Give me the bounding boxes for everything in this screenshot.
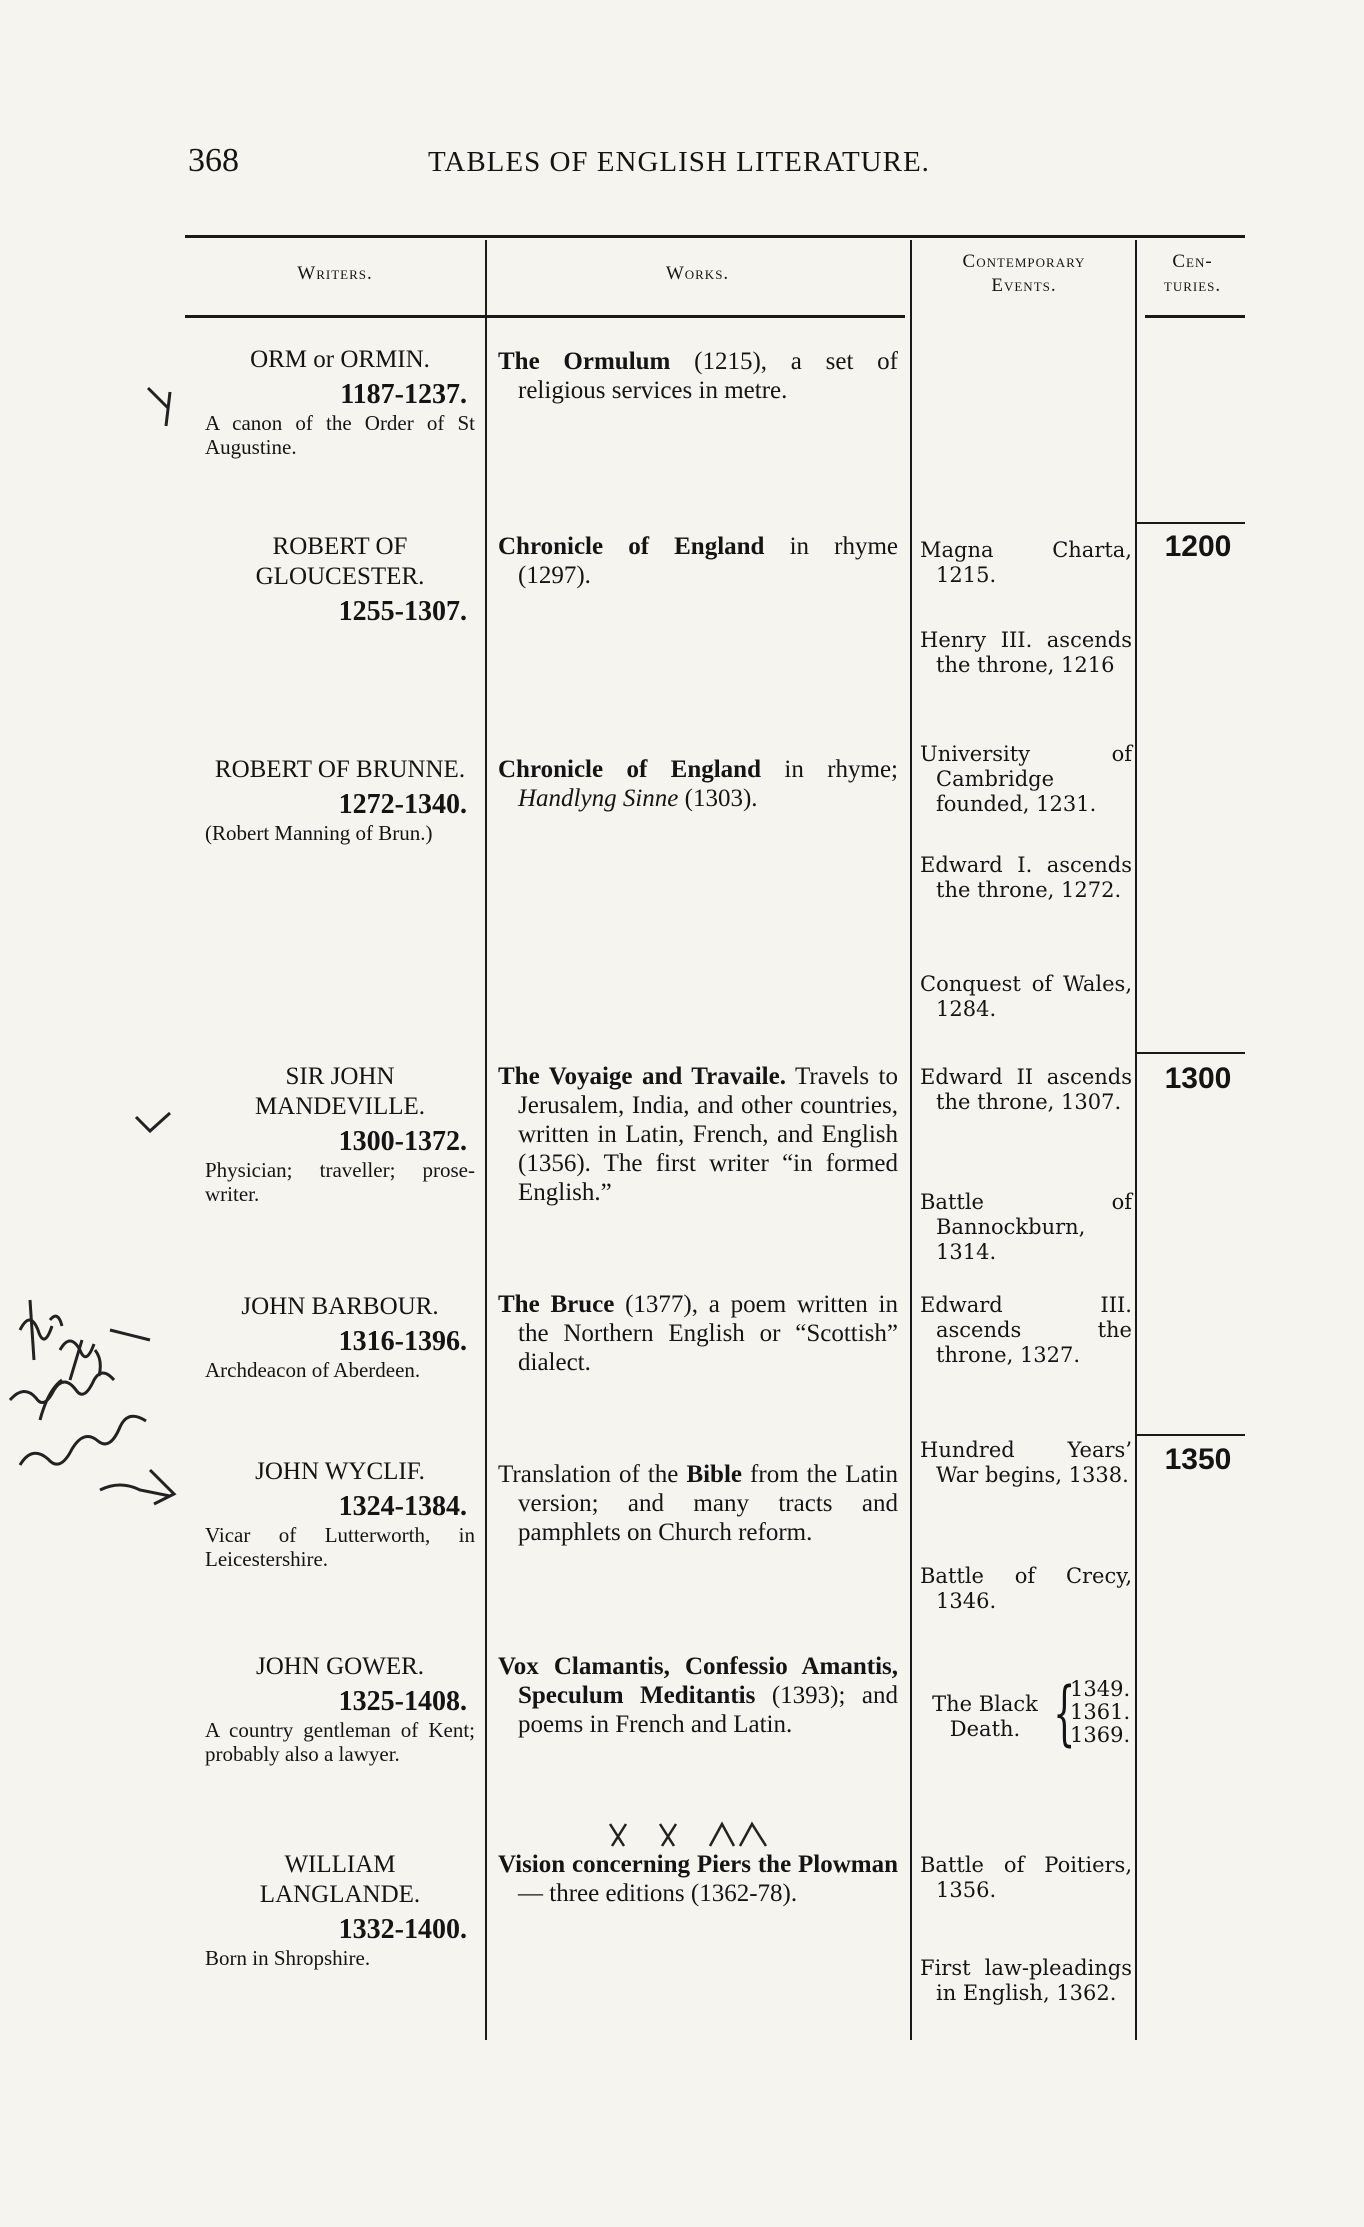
brace-icon: {: [1053, 1672, 1076, 1754]
black-death-year: 1361.: [1070, 1700, 1131, 1724]
col-header-centuries: [1140, 250, 1245, 298]
work-text: Travels to Jerusalem, India, and other countries, written in Latin, French, and English (1356). The first writer “in formed English.”: [518, 1063, 898, 1206]
event-entry: Hundred Years’ War begins, 1338.: [920, 1438, 1132, 1487]
event-entry: Henry III. ascends the throne, 1216: [920, 628, 1132, 677]
writer-description: Physician; traveller; prose-writer.: [205, 1158, 475, 1206]
writer-entry: [205, 755, 475, 845]
event-entry: Edward II ascends the throne, 1307.: [920, 1065, 1132, 1114]
writer-dates: 1324-1384.: [338, 1491, 467, 1522]
running-title: TABLES OF ENGLISH LITERATURE.: [428, 146, 930, 178]
work-italic-title: Handlyng Sinne: [518, 785, 679, 812]
work-text: in rhyme (1297).: [518, 533, 898, 589]
writer-dates: 1316-1396.: [338, 1326, 467, 1357]
col-header-centuries-line2: turies.: [1163, 275, 1222, 296]
work-entry: [498, 347, 898, 405]
event-entry: University of Cambridge founded, 1231.: [920, 742, 1132, 816]
writer-name: JOHN BARBOUR.: [241, 1293, 439, 1320]
writer-name: WILLIAM LANGLANDE.: [259, 1851, 421, 1908]
work-text: — three editions (1362-78).: [518, 1880, 798, 1907]
col-divider-2: [910, 240, 912, 2040]
work-title: Bible: [686, 1461, 743, 1488]
writer-entry: [205, 532, 475, 628]
century-rule-1300: [1137, 1052, 1245, 1054]
writer-entry: [205, 1850, 475, 1970]
century-label: 1200: [1164, 530, 1232, 563]
work-entry: [498, 1290, 898, 1377]
work-title: The Bruce: [498, 1291, 615, 1318]
work-title: The Ormulum: [498, 348, 671, 375]
cross-marks-icon: [600, 1818, 800, 1858]
black-death-label: The Black Death.: [932, 1692, 1038, 1741]
writer-description: (Robert Manning of Brun.): [205, 821, 433, 845]
centuries-header-rule: [1145, 315, 1245, 318]
writer-description: Born in Shropshire.: [205, 1946, 371, 1970]
writer-entry: [205, 1062, 475, 1206]
writer-dates: 1332-1400.: [338, 1914, 467, 1945]
work-text: from the Latin version; and many tracts and pamphlets on Church reform.: [518, 1461, 898, 1546]
writer-dates: 1325-1408.: [338, 1686, 467, 1717]
work-text: (1393); and poems in French and Latin.: [518, 1682, 898, 1738]
writer-entry: [205, 1457, 475, 1571]
table-top-rule: [185, 235, 1245, 238]
century-label: 1350: [1164, 1443, 1232, 1476]
work-entry: [498, 1850, 898, 1908]
writer-name: ORM or ORMIN.: [250, 346, 430, 373]
writer-name: SIR JOHN MANDEVILLE.: [254, 1063, 426, 1120]
page-number: 368: [188, 142, 239, 179]
work-title: Chronicle of England: [498, 756, 761, 783]
work-title: Chronicle of England: [498, 533, 765, 560]
work-title: The Voyaige and Travaile.: [498, 1063, 786, 1090]
work-entry: [498, 1062, 898, 1207]
writer-description: A country gentleman of Kent; probably also a lawyer.: [205, 1718, 475, 1766]
century-rule-1350: [1137, 1434, 1245, 1436]
col-header-works: Works.: [665, 263, 730, 284]
black-death-year: 1369.: [1070, 1723, 1131, 1747]
col-header-events-line2: Events.: [991, 275, 1057, 296]
writer-name: JOHN GOWER.: [255, 1653, 425, 1680]
event-entry: Battle of Crecy, 1346.: [920, 1564, 1132, 1613]
writer-entry: [205, 1292, 475, 1382]
event-entry: Magna Charta, 1215.: [920, 538, 1132, 587]
col-divider-1: [485, 240, 487, 2040]
event-entry: Battle of Bannockburn, 1314.: [920, 1190, 1132, 1264]
work-title: Vox Clamantis, Confessio Amantis, Speculum Meditantis: [498, 1653, 898, 1709]
event-entry: Edward I. ascends the throne, 1272.: [920, 853, 1132, 902]
col-header-events-line1: Contemporary: [962, 251, 1086, 272]
writer-dates: 1272-1340.: [338, 789, 467, 820]
work-text: Translation of the: [498, 1461, 687, 1488]
handwritten-margin-note: [0, 1290, 200, 1550]
century-rule-1200: [1137, 522, 1245, 524]
work-entry: [498, 755, 898, 813]
writer-dates: 1187-1237.: [340, 379, 467, 410]
col-header-events: [915, 250, 1133, 298]
event-entry: Battle of Poitiers, 1356.: [920, 1853, 1132, 1902]
writer-description: Vicar of Lutterworth, in Leicestershire.: [205, 1523, 475, 1571]
century-label: 1300: [1164, 1062, 1232, 1095]
col-divider-3: [1135, 240, 1137, 2040]
check-mark-icon: [130, 1105, 180, 1155]
work-text: (1303).: [678, 785, 758, 812]
work-text: (1215), a set of religious services in metre.: [518, 348, 899, 404]
event-entry: Edward III. ascends the throne, 1327.: [920, 1293, 1132, 1367]
writer-name: JOHN WYCLIF.: [255, 1458, 425, 1485]
work-text: in rhyme;: [761, 756, 899, 783]
writer-entry: [205, 1652, 475, 1766]
event-entry: First law-pleadings in English, 1362.: [920, 1956, 1132, 2005]
writer-dates: 1255-1307.: [338, 596, 467, 627]
col-header-writers: Writers.: [297, 263, 373, 284]
check-mark-icon: [140, 382, 190, 432]
writer-description: Archdeacon of Aberdeen.: [205, 1358, 421, 1382]
writer-name: ROBERT OF GLOUCESTER.: [255, 533, 425, 590]
page-header: [188, 142, 1038, 190]
work-entry: [498, 1652, 898, 1739]
work-title: Vision concerning Piers the Plowman: [498, 1851, 898, 1878]
black-death-years: [1070, 1678, 1130, 1747]
writer-description: A canon of the Order of St Augustine.: [205, 411, 475, 459]
writer-entry: [205, 345, 475, 459]
event-entry: Conquest of Wales, 1284.: [920, 972, 1132, 1021]
writer-dates: 1300-1372.: [338, 1126, 467, 1157]
black-death-year: 1349.: [1070, 1677, 1131, 1701]
work-text: (1377), a poem written in the Northern English or “Scottish” dialect.: [518, 1291, 898, 1376]
col-header-centuries-line1: Cen-: [1172, 251, 1213, 272]
writer-name: ROBERT OF BRUNNE.: [214, 756, 466, 783]
work-entry: [498, 532, 898, 590]
work-entry: [498, 1460, 898, 1547]
header-bottom-rule: [185, 315, 905, 318]
